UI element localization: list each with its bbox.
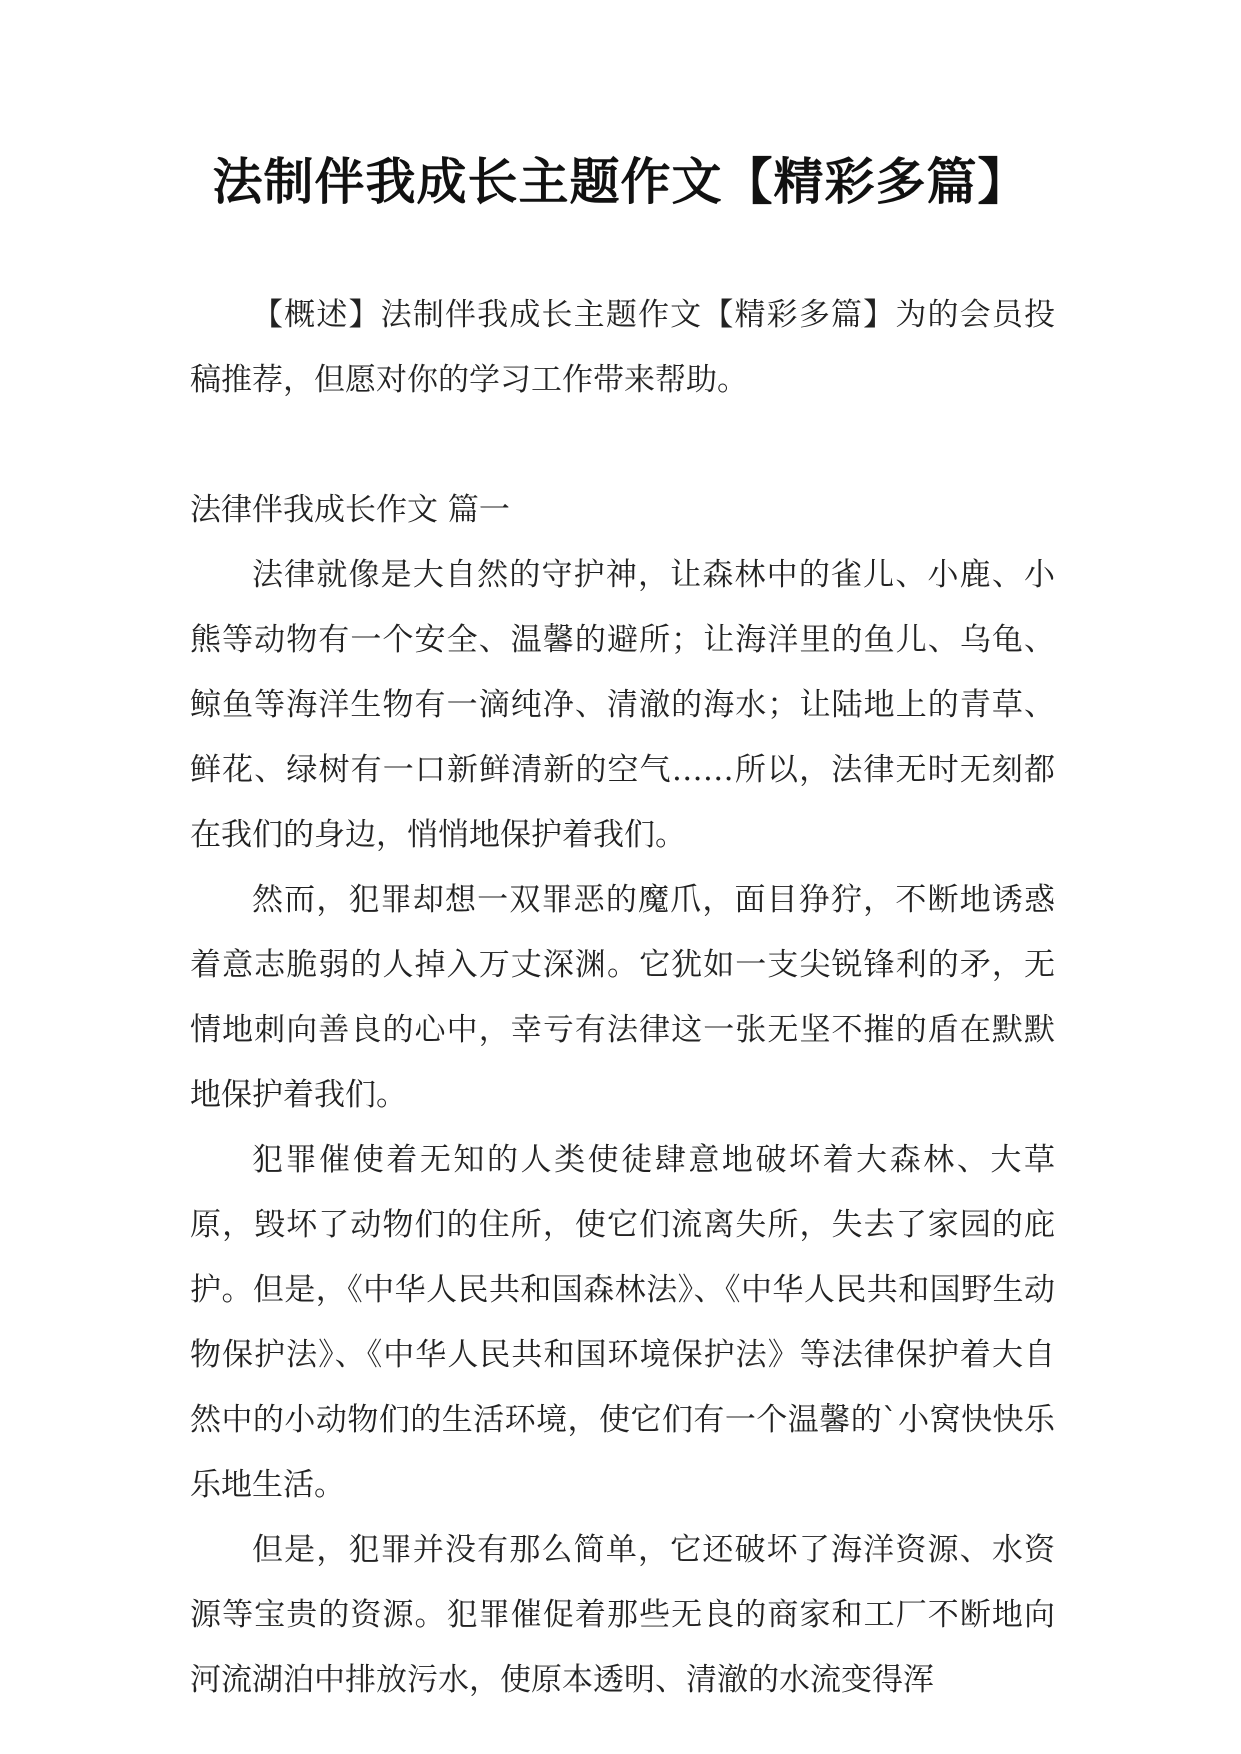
summary-paragraph: 【概述】法制伴我成长主题作文【精彩多篇】为的会员投稿推荐，但愿对你的学习工作带来帮助。 [190, 297, 1055, 398]
body-paragraph-2: 然而，犯罪却想一双罪恶的魔爪，面目狰狞，不断地诱惑着意志脆弱的人掉入万丈深渊。它犹如一支尖锐锋利的矛，无情地刺向善良的心中，幸亏有法律这一张无坚不摧的盾在默默地保护着我们。 [190, 882, 1055, 1113]
body-paragraph-1: 法律就像是大自然的守护神，让森林中的雀儿、小鹿、小熊等动物有一个安全、温馨的避所；让海洋里的鱼儿、乌龟、鲸鱼等海洋生物有一滴纯净、清澈的海水；让陆地上的青草、鲜花、绿树有一口新鲜清新的空气……所以，法律无时无刻都在我们的身边，悄悄地保护着我们。 [190, 557, 1055, 853]
document-body [190, 283, 1055, 1713]
body-paragraph-3: 犯罪催使着无知的人类使徒肆意地破坏着大森林、大草原，毁坏了动物们的住所，使它们流离失所，失去了家园的庇护。但是，《中华人民共和国森林法》、《中华人民共和国野生动物保护法》、《中华人民共和国环境保护法》等法律保护着大自然中的小动物们的生活环境，使它们有一个温馨的`小窝快快乐乐地生活。 [190, 1142, 1055, 1503]
body-paragraph-4: 但是，犯罪并没有那么简单，它还破坏了海洋资源、水资源等宝贵的资源。犯罪催促着那些无良的商家和工厂不断地向河流湖泊中排放污水，使原本透明、清澈的水流变得浑 [190, 1532, 1055, 1698]
document-title: 法制伴我成长主题作文【精彩多篇】 [212, 152, 1029, 211]
section-heading: 法律伴我成长作文 篇一 [190, 492, 510, 528]
paragraph-gap [190, 413, 1055, 478]
